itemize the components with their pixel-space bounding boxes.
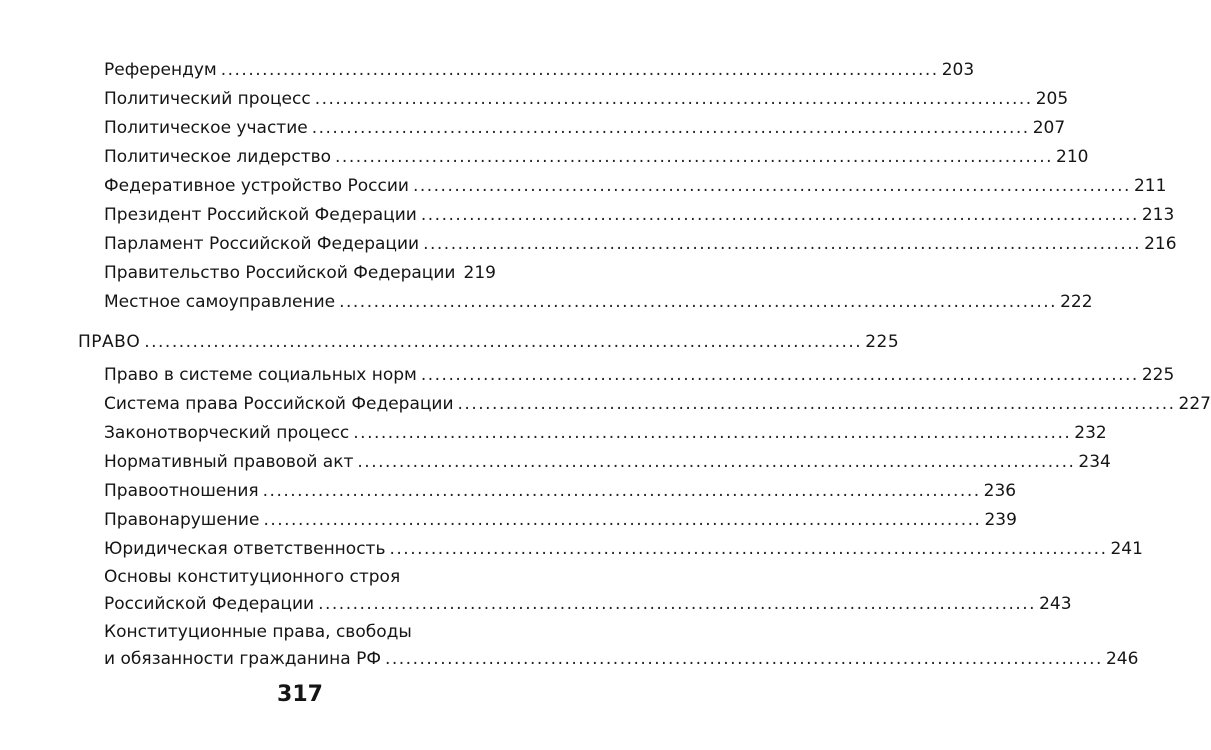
dot-leader: ........................................................................................................: [420, 365, 1139, 385]
toc-entry: [104, 448, 1111, 476]
toc-entry-page: 236: [983, 481, 1017, 501]
toc-entry-label: Политическое участие: [104, 118, 308, 138]
dot-leader: [459, 259, 460, 287]
page-number: 317: [277, 682, 323, 707]
toc-entry-page: 216: [1144, 234, 1177, 254]
dot-leader: ........................................................................................................: [144, 332, 863, 352]
toc-entry-first-line: Основы конституционного строя: [104, 567, 401, 587]
dot-leader: ........................................................................................................: [339, 292, 1058, 312]
toc-entry-page: 205: [1035, 89, 1069, 109]
toc-entry-label: Политическое лидерство: [104, 147, 332, 167]
toc-entry: [104, 143, 1089, 171]
dot-leader: ........................................................................................................: [412, 176, 1131, 196]
toc-entry-page: 225: [1141, 365, 1175, 385]
dot-leader: ........................................................................................................: [314, 89, 1033, 109]
toc-entry: [104, 259, 496, 287]
dot-leader: ........................................................................................................: [384, 649, 1103, 669]
dot-leader: ........................................................................................................: [357, 452, 1076, 472]
toc-entry-label: Юридическая ответственность: [104, 539, 386, 559]
toc-entry-page: 219: [463, 263, 496, 283]
dot-leader: ........................................................................................................: [457, 394, 1176, 414]
toc-entry-page: 239: [984, 510, 1017, 530]
toc-entry: [104, 361, 1175, 389]
toc-entry: [104, 645, 1139, 673]
toc-entry-label: Референдум: [104, 60, 217, 80]
toc-entry-page: 207: [1032, 118, 1066, 138]
toc-entry-label: Законотворческий процесс: [104, 423, 350, 443]
toc-entry-page: 234: [1078, 452, 1111, 472]
toc-entry: [104, 535, 1143, 563]
toc-entry-page: 222: [1060, 292, 1093, 312]
toc-entry-label: Парламент Российской Федерации: [104, 234, 420, 254]
toc-entry: [104, 230, 1177, 258]
dot-leader: ........................................................................................................: [262, 481, 981, 501]
toc-entry-page: 210: [1056, 147, 1089, 167]
toc-entry-label: Политический процесс: [104, 89, 311, 109]
dot-leader: ........................................................................................................: [318, 594, 1037, 614]
toc-entry: [104, 390, 1211, 418]
toc-section-label: ПРАВО: [78, 332, 141, 352]
toc-entry: [104, 590, 1072, 618]
toc-section-heading: [78, 328, 900, 356]
toc-entry-page: 246: [1105, 649, 1139, 669]
dot-leader: ........................................................................................................: [311, 118, 1030, 138]
dot-leader: ........................................................................................................: [353, 423, 1072, 443]
toc-entry: [104, 56, 975, 84]
toc-entry-label: Президент Российской Федерации: [104, 205, 417, 225]
toc-entry-label: и обязанности гражданина РФ: [104, 649, 381, 669]
toc-entry: [104, 85, 1069, 113]
toc-entry-label: Федеративное устройство России: [104, 176, 409, 196]
toc-entry: [104, 201, 1175, 229]
toc-section-page: 225: [865, 332, 900, 352]
toc-entry-label: Местное самоуправление: [104, 292, 336, 312]
toc-entry-first-line: Конституционные права, свободы: [104, 622, 412, 642]
dot-leader: ........................................................................................................: [263, 510, 982, 530]
toc-entry-page: 241: [1110, 539, 1143, 559]
dot-leader: ........................................................................................................: [423, 234, 1142, 254]
toc-entry: [104, 288, 1093, 316]
toc-entry-label: Правительство Российской Федерации: [104, 263, 456, 283]
toc-entry-page: 213: [1141, 205, 1175, 225]
toc-entry-page: 203: [941, 60, 975, 80]
toc-entry-label: Правонарушение: [104, 510, 260, 530]
toc-entry: [104, 506, 1017, 534]
toc-entry-page: 232: [1074, 423, 1107, 443]
toc-entry: [104, 419, 1107, 447]
dot-leader: ........................................................................................................: [220, 60, 939, 80]
toc-entry: [104, 114, 1066, 142]
toc-entry-label: Система права Российской Федерации: [104, 394, 454, 414]
dot-leader: ........................................................................................................: [389, 539, 1108, 559]
toc-entry-page: 243: [1039, 594, 1072, 614]
toc-entry-label: Нормативный правовой акт: [104, 452, 354, 472]
toc-entry-page: 227: [1178, 394, 1211, 414]
dot-leader: ........................................................................................................: [335, 147, 1054, 167]
toc-entry-label: Право в системе социальных норм: [104, 365, 417, 385]
toc-entry-label: Российской Федерации: [104, 594, 315, 614]
toc-entry: [104, 477, 1017, 505]
toc-entry: [104, 172, 1167, 200]
dot-leader: ........................................................................................................: [420, 205, 1139, 225]
toc-entry-page: 211: [1133, 176, 1167, 196]
toc-entry-label: Правоотношения: [104, 481, 259, 501]
